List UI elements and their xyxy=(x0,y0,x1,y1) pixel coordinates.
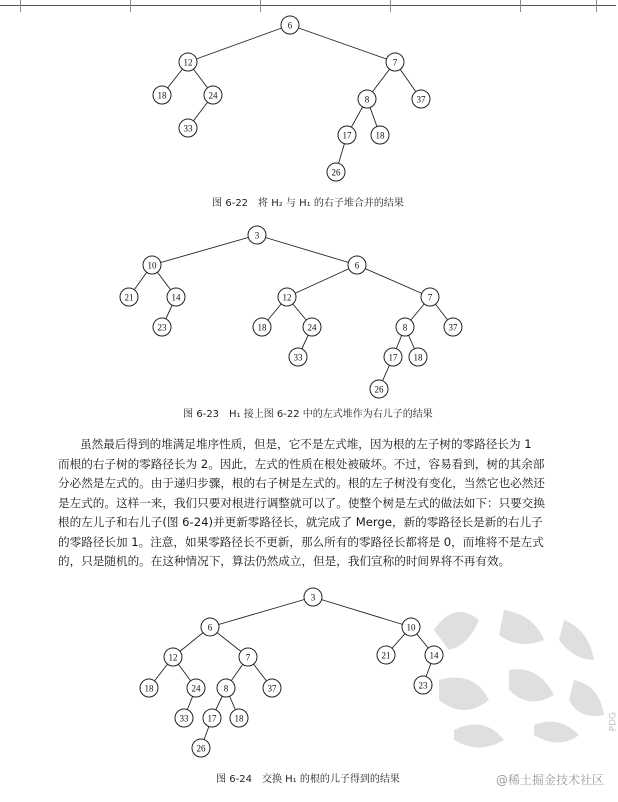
node-label: 21 xyxy=(381,650,391,661)
node-label: 17 xyxy=(207,713,217,724)
node-label: 10 xyxy=(147,260,157,271)
tree-node xyxy=(377,646,395,664)
node-label: 33 xyxy=(179,713,189,724)
node-label: 12 xyxy=(168,652,178,663)
node-label: 24 xyxy=(191,683,201,694)
tree-edge xyxy=(313,597,411,627)
paragraph-line: 虽然最后得到的堆满足堆序性质，但是，它不是左式堆，因为根的左子树的零路径长为 1 xyxy=(80,437,532,451)
tree-edge xyxy=(210,597,313,627)
node-label: 8 xyxy=(223,683,229,694)
node-label: 26 xyxy=(196,743,206,754)
seal-pdg-label: PDG xyxy=(608,712,618,732)
site-watermark: @稀土掘金技术社区 xyxy=(495,773,604,787)
node-label: 18 xyxy=(257,322,267,333)
paragraph-line: 根的左儿子和右儿子(图 6-24)并更新零路径长，就完成了 Merge，新的零路径长是新的右儿子 xyxy=(58,515,543,529)
node-label: 33 xyxy=(293,352,303,363)
node-label: 37 xyxy=(267,683,277,694)
node-label: 17 xyxy=(388,352,398,363)
node-label: 14 xyxy=(171,292,181,303)
node-label: 37 xyxy=(416,94,426,105)
tree-node xyxy=(201,618,219,636)
node-label: 26 xyxy=(374,384,384,395)
paragraph-line: 是左式的。这样一来，我们只要对根进行调整就可以了。使整个树是左式的做法如下：只要交换 xyxy=(58,495,545,510)
figure-6-22-caption: 图 6-22 将 H₂ 与 H₁ 的右子堆合并的结果 xyxy=(212,198,404,209)
tree-node xyxy=(175,709,193,727)
node-label: 18 xyxy=(157,90,167,101)
node-label: 3 xyxy=(310,592,316,603)
tree-node xyxy=(140,679,158,697)
node-label: 21 xyxy=(124,292,134,303)
tree-node xyxy=(304,588,322,606)
node-label: 18 xyxy=(144,683,154,694)
node-label: 33 xyxy=(183,123,193,134)
node-label: 23 xyxy=(418,680,428,691)
node-label: 24 xyxy=(208,90,218,101)
tree-node xyxy=(192,739,210,757)
tree-node xyxy=(164,648,182,666)
figure-6-24-caption: 图 6-24 交换 H₁ 的根的儿子得到的结果 xyxy=(216,774,400,785)
tree-node xyxy=(239,648,257,666)
tree-node xyxy=(187,679,205,697)
tree-node xyxy=(425,646,443,664)
node-label: 24 xyxy=(307,322,317,333)
node-label: 18 xyxy=(413,352,423,363)
tree-node xyxy=(203,709,221,727)
node-label: 23 xyxy=(157,322,167,333)
node-label: 10 xyxy=(406,622,416,633)
node-label: 12 xyxy=(183,57,193,68)
tree-node xyxy=(230,709,248,727)
node-label: 7 xyxy=(245,652,251,663)
paragraph-line: 而根的右子树的零路径长为 2。因此，左式的性质在根处被破坏。不过，容易看到，树的其余部 xyxy=(58,456,545,471)
node-label: 18 xyxy=(375,130,385,141)
paragraph-line: 分必然是左式的。由于递归步骤，根的右子树是左式的。根的左子树没有变化，当然它也必然还 xyxy=(58,476,545,490)
tree-node xyxy=(217,679,235,697)
node-label: 6 xyxy=(287,20,293,31)
node-label: 18 xyxy=(234,713,244,724)
tree-node xyxy=(402,618,420,636)
paragraph-line: 的，只是随机的。在这种情况下，算法仍然成立，但是，我们宣称的时间界将不再有效。 xyxy=(58,554,511,568)
node-label: 26 xyxy=(331,167,341,178)
node-label: 3 xyxy=(254,230,260,241)
node-label: 8 xyxy=(364,94,370,105)
node-label: 6 xyxy=(354,260,360,271)
node-label: 37 xyxy=(448,322,458,333)
node-label: 6 xyxy=(207,622,213,633)
tree-node xyxy=(414,676,432,694)
paragraph-line: 的零路径长加 1。注意，如果零路径长不更新，那么所有的零路径长都将是 0，而堆将不是左式 xyxy=(58,534,544,549)
node-label: 17 xyxy=(342,130,352,141)
node-label: 14 xyxy=(429,650,439,661)
node-label: 7 xyxy=(392,57,398,68)
node-label: 12 xyxy=(282,292,292,303)
node-label: 8 xyxy=(402,322,408,333)
node-label: 7 xyxy=(427,292,433,303)
tree-node xyxy=(263,679,281,697)
figure-6-23-caption: 图 6-23 H₁ 接上图 6-22 中的左式堆作为右儿子的结果 xyxy=(183,409,433,420)
